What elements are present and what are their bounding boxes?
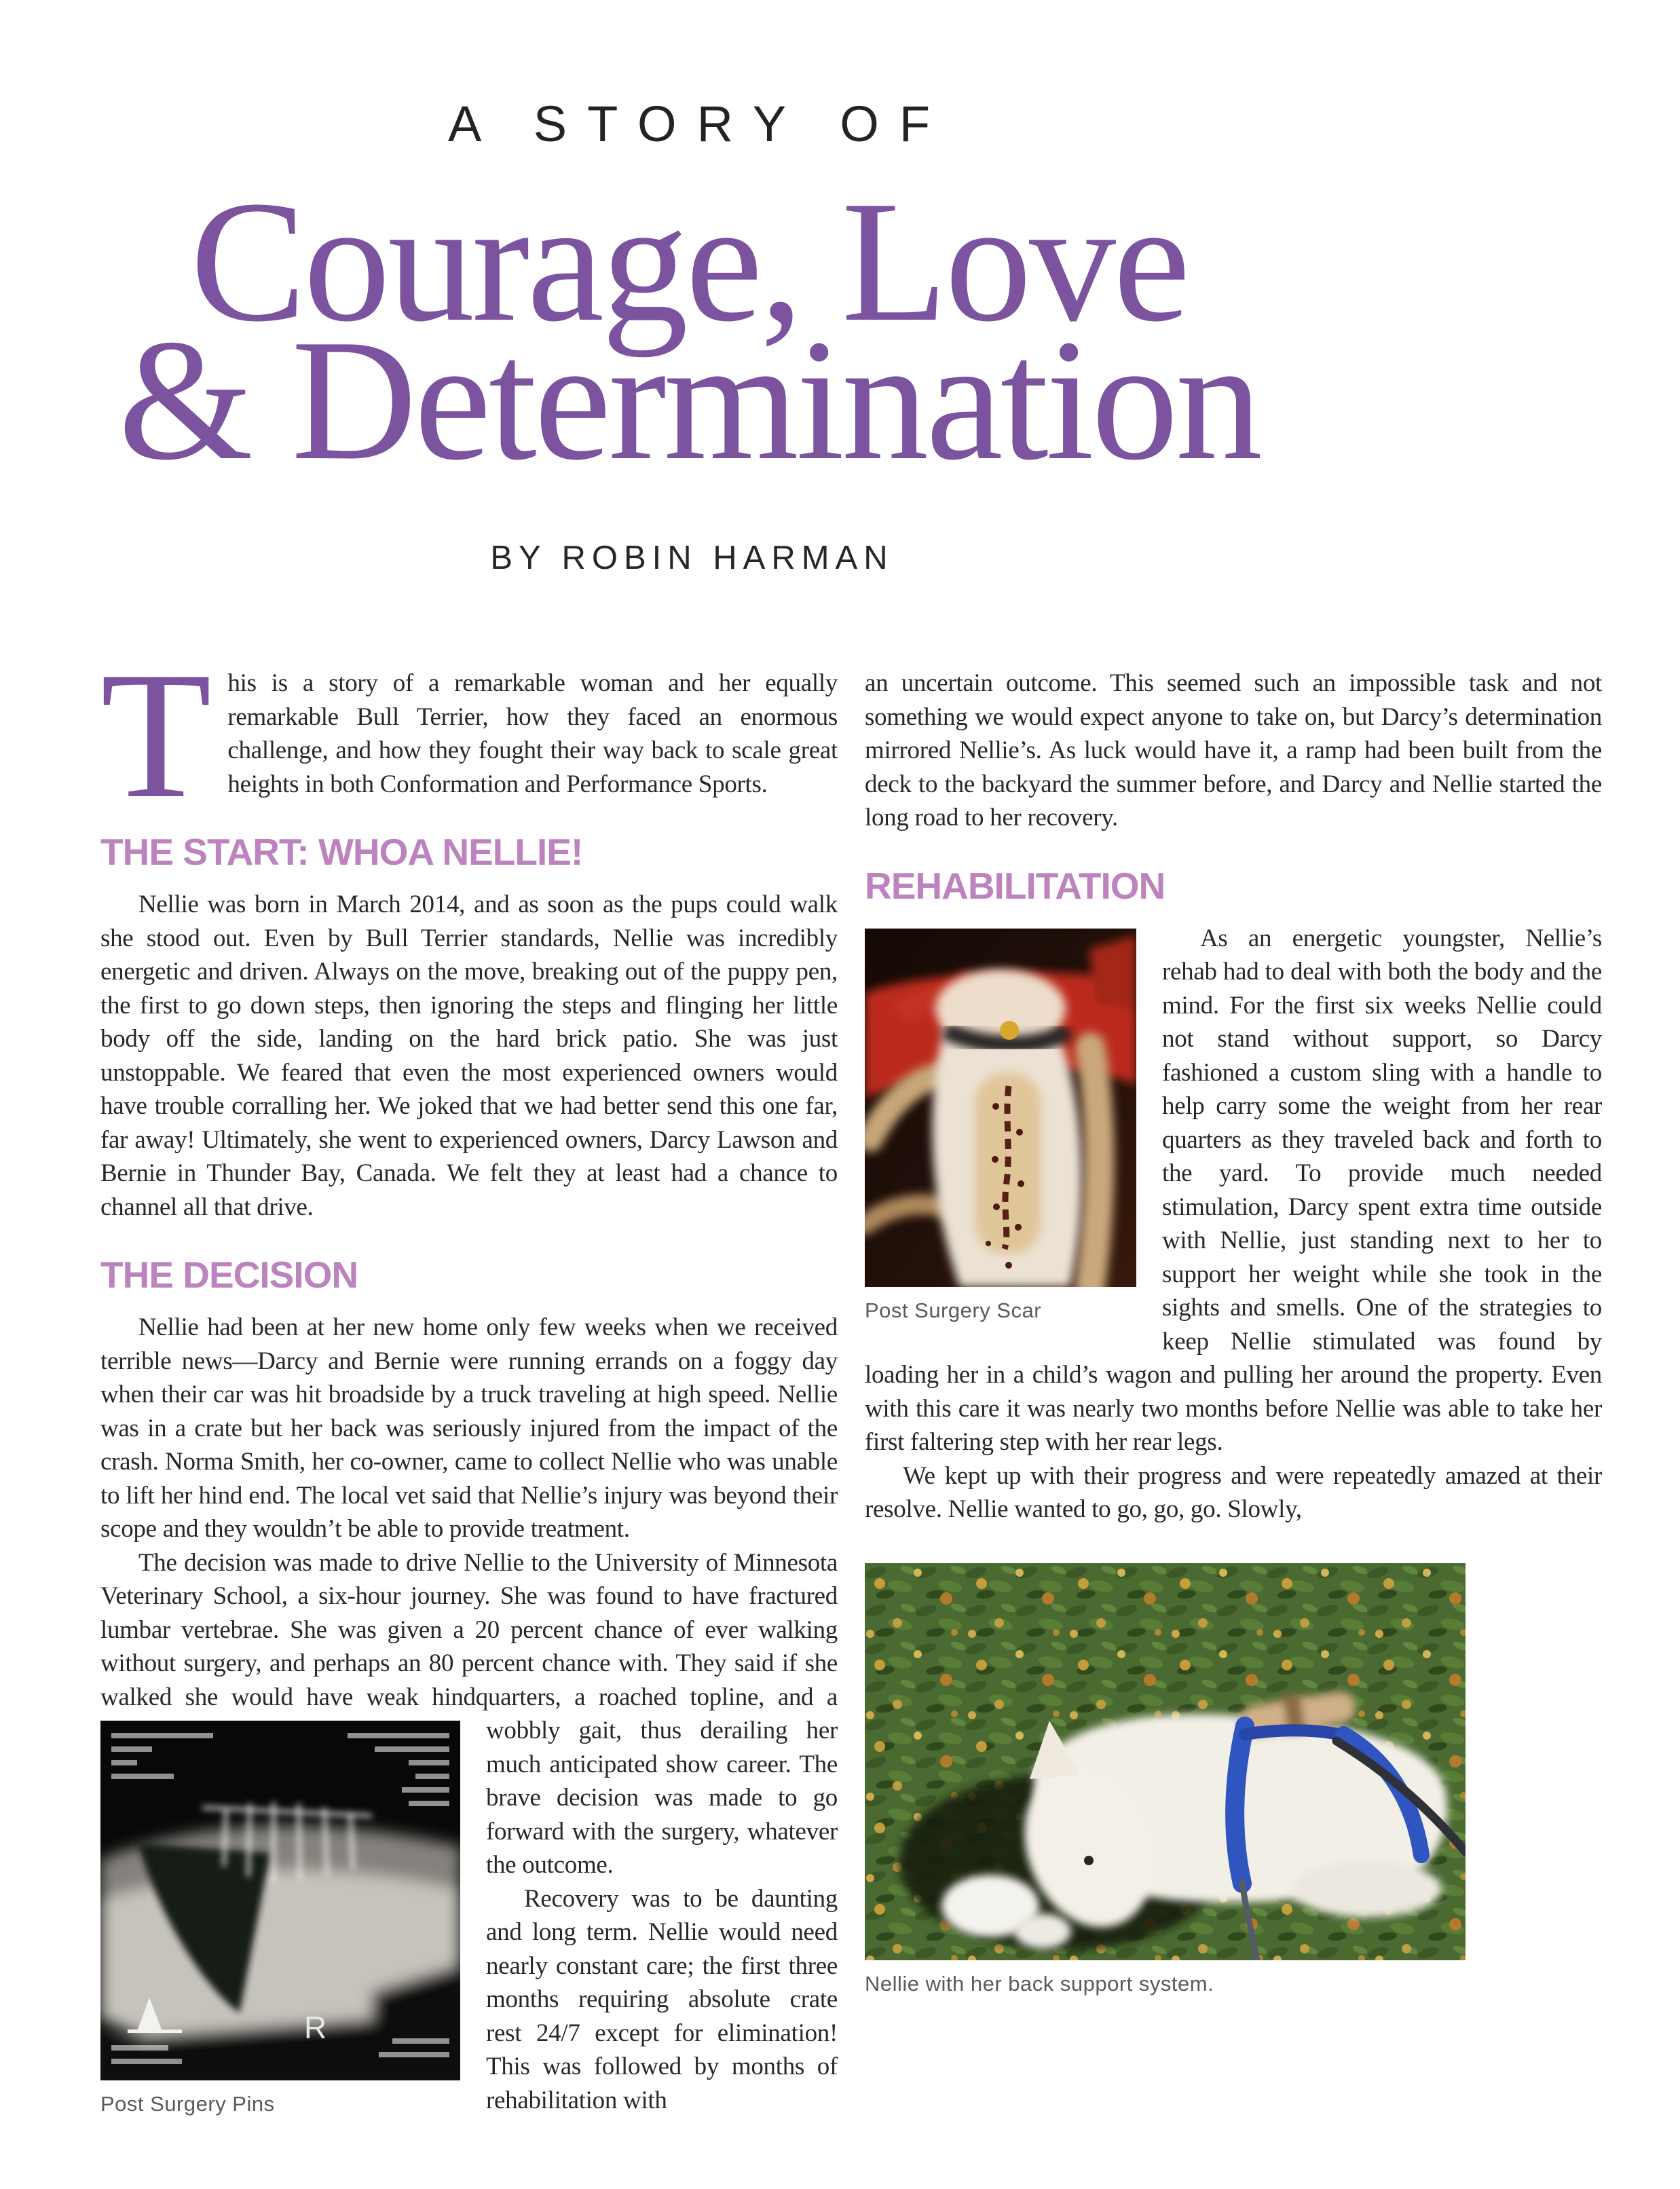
grass-photo	[865, 1563, 1466, 1960]
intro-paragraph	[100, 634, 838, 836]
left-column	[100, 634, 838, 2127]
paragraph-rehab-text: As an energetic youngster, Nellie’s rehab had to deal with both the body and the mind. For the first six weeks Nellie could not stand without support, so Darcy fashioned a custom sling with a handle to help carry some the weight from her rear quarters as they traveled back and forth to the yard. To provide much needed stimulation, Darcy spent extra time outside with Nellie, just standing next to her to support her weight while she took in the sights and smells. One of the strategies to keep Nellie stimulated was found by loading her in a child’s wagon and pulling her around the property. Even with this care it was nearly two months before Nellie was able to take her first faltering step with her rear legs.	[865, 924, 1602, 1456]
figure-xray	[100, 1721, 460, 2117]
intro-text: his is a story of a remarkable woman and her equally remarkable Bull Terrier, how they faced an enormous challenge, and how they fought their way back to scale great heights in both Conformation and Performance Sports.	[227, 669, 838, 798]
right-column	[865, 667, 1602, 2127]
paragraph-recovery: Recovery was to be daunting and long term. Nellie would need nearly constant care; the first three months requiring absolute crate rest 24/7 except for elimination! This was followed by months of rehabilitation with	[486, 1884, 838, 2114]
article-title	[0, 166, 1378, 496]
xray-caption: Post Surgery Pins	[100, 2092, 275, 2116]
paragraph-recovery-continued: an uncertain outcome. This seemed such an impossible task and not something we would expect anyone to take on, but Darcy’s determination mirrored Nellie’s. As luck would have it, a ramp had been built from the deck to the backyard the summer before, and Darcy and Nellie started the long road to her recovery.	[865, 669, 1602, 831]
paragraph-surgery-part2: and a wobbly gait, thus derailing her much anticipated show career. The brave decision was made to go forward with the surgery, whatever the outcome.	[486, 1683, 838, 1879]
paragraph-decision: Nellie had been at her new home only few weeks when we received terrible news—Darcy and Bernie were running errands on a foggy day when their car was hit broadside by a truck traveling at high speed. Nellie was in a crate but her back was seriously injured from the impact of the crash. Norma Smith, her co-owner, came to collect Nellie who was unable to lift her hind end. The local vet said that Nellie’s injury was beyond their scope and they wouldn’t be able to provide treatment.	[100, 1313, 838, 1543]
drop-cap: T	[100, 634, 212, 836]
article-header	[0, 0, 1378, 578]
section-heading-rehabilitation: REHABILITATION	[865, 864, 1165, 907]
grass-caption: Nellie with her back support system.	[865, 1971, 1214, 1996]
figure-grass	[865, 1563, 1602, 1997]
article-title-line2: & Determination	[118, 304, 1260, 496]
paragraph-progress: We kept up with their progress and were repeatedly amazed at their resolve. Nellie wanted to go, go, go. Slowly,	[865, 1461, 1602, 1523]
scar-photo	[865, 929, 1136, 1287]
article-body	[0, 634, 1680, 2127]
scar-caption: Post Surgery Scar	[865, 1298, 1042, 1322]
figure-scar	[865, 929, 1136, 1324]
section-heading-start: THE START: WHOA NELLIE!	[100, 831, 583, 873]
xray-right-marker: R	[304, 2010, 326, 2045]
paragraph-surgery-part1: The decision was made to drive Nellie to the University of Minnesota Veterinary School, a six-hour journey. She was found to have fractured lumbar vertebrae. She was given a 20 percent chance of ever walking without surgery, and perhaps an 80 percent chance with. They said if she walked she would have weak hindquarters, a roached topline,	[100, 1548, 838, 1711]
article-title-line1: Courage, Love	[190, 166, 1188, 358]
article-byline: BY ROBIN HARMAN	[490, 540, 894, 576]
article-kicker: A STORY OF	[447, 96, 951, 152]
paragraph-whoa-nellie: Nellie was born in March 2014, and as soon as the pups could walk she stood out. Even by Bull Terrier standards, Nellie was incredibly energetic and driven. Always on the move, breaking out of the puppy pen, the first to go down steps, then ignoring the steps and flinging her little body off the side, landing on the hard brick patio. She was just unstoppable. We feared that even the most experienced owners would have trouble corralling her. We joked that we had better send this one far, far away! Ultimately, she went to experienced owners, Darcy Lawson and Bernie in Thunder Bay, Canada. We felt they at least had a chance to channel all that drive.	[100, 891, 838, 1221]
paragraph-rehab	[865, 922, 1602, 1459]
section-heading-decision: THE DECISION	[100, 1254, 358, 1296]
xray-image	[100, 1721, 460, 2080]
